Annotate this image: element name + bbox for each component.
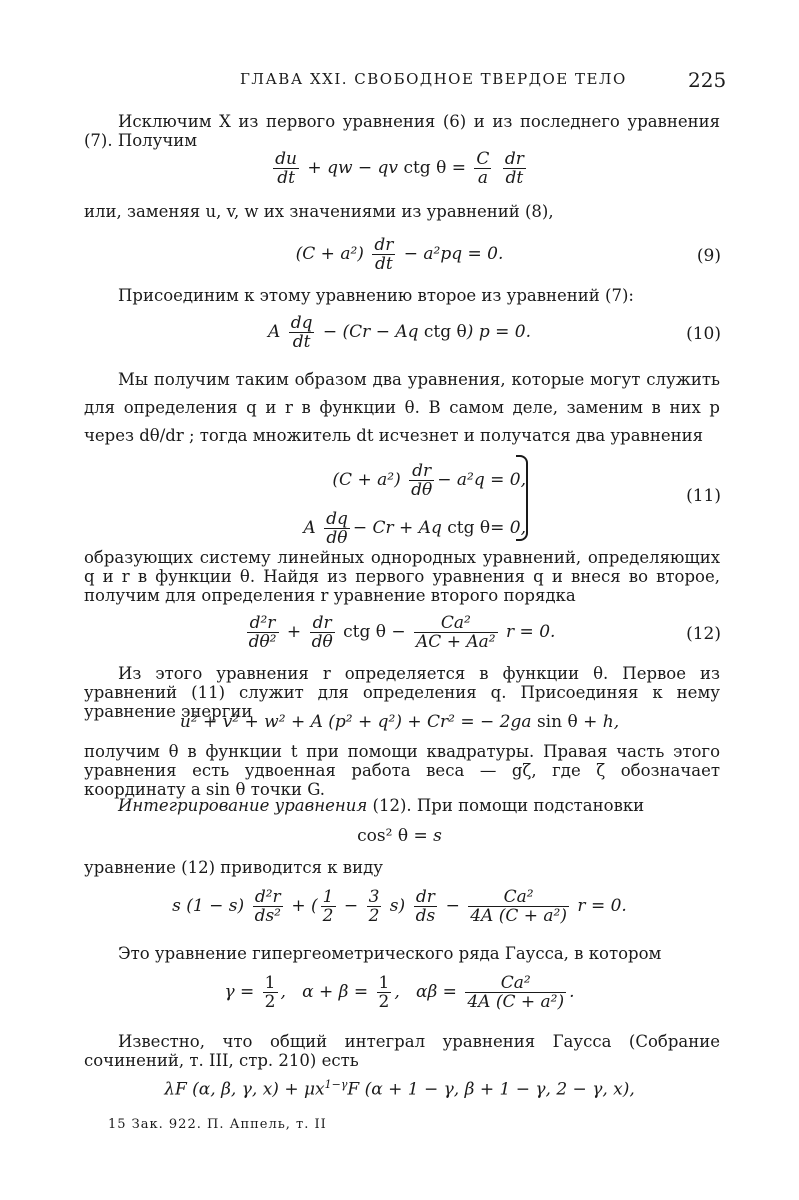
paragraph-4: Мы получим таким образом два уравнения, которые могут служить для определения q и r в функции θ. В самом деле, заменим в них p через dθ/dr ; тогда множитель dt исчезнет и получатся два уравнения bbox=[84, 370, 720, 445]
equation-9: (C + a²) $\frac{dr}{dt}$ − a²pq = 0. bbox=[295, 235, 504, 274]
page-number: 225 bbox=[688, 68, 727, 92]
paragraph-3: Присоединим к этому уравнению второе из уравнений (7): bbox=[118, 286, 634, 305]
paragraph-8-rest: (12). При помощи подстановки bbox=[372, 796, 645, 815]
paragraph-6: Из этого уравнения r определяется в функции θ. Первое из уравнений (11) служит для определения q. Присоединяя к нему уравнение энергии bbox=[84, 664, 720, 721]
equation-9-number: (9) bbox=[696, 246, 721, 266]
equation-12: $\frac{\text{d²r}}{\text{dθ²}}$ + $\frac{dr}{d\theta}$ ctg θ − $\frac{\text{Ca²}}{\text{AC + Aa²}}$ r = 0. bbox=[248, 613, 556, 652]
equation-du-dt: $\frac{du}{dt}$ + qw − qv ctg θ = $\frac{C}{a}$ $\frac{dr}{dt}$ bbox=[275, 149, 524, 188]
paragraph-11: Известно, что общий интеграл уравнения Гаусса (Собрание сочинений, т. III, стр. 210) есть bbox=[84, 1032, 720, 1070]
equation-10-number: (10) bbox=[686, 324, 721, 344]
paragraph-10: Это уравнение гипергеометрического ряда Гаусса, в котором bbox=[118, 944, 662, 963]
footer-signature: 15 Зак. 922. П. Аппель, т. II bbox=[108, 1117, 327, 1132]
equation-general-integral: λF (α, β, γ, $x) + \mu x^{1-\gamma}F$ (α + 1 − γ, β + 1 − γ, 2 − γ, x), bbox=[164, 1078, 635, 1100]
paragraph-7: получим θ в функции t при помощи квадратуры. Правая часть этого уравнения есть удвоенная работа веса — gζ, где ζ обозначает координату a sin θ точки G. bbox=[84, 742, 720, 799]
equation-parameters: γ = $\frac{1}{2}$ , α + β = $\frac{1}{2}$ , αβ = $\frac{\text{Ca²}}{\text{4A (C + a²)}}$ . bbox=[224, 973, 575, 1012]
paragraph-1: Исключим X из первого уравнения (6) и из последнего уравнения (7). Получим bbox=[84, 112, 720, 150]
equation-12-number: (12) bbox=[686, 624, 721, 644]
paragraph-8-italic: Интегрирование уравнения bbox=[118, 796, 368, 815]
system-brace bbox=[516, 455, 528, 541]
paragraph-8 bbox=[84, 796, 720, 815]
paragraph-5: образующих систему линейных однородных уравнений, определяющих q и r в функции θ. Найдя из первого уравнения q и внеся во второе, получим для определения r уравнение второго порядка bbox=[84, 548, 720, 605]
equation-substitution: cos² θ = s bbox=[357, 826, 442, 846]
paragraph-9: уравнение (12) приводится к виду bbox=[84, 858, 383, 877]
paragraph-2: или, заменяя u, v, w их значениями из уравнений (8), bbox=[84, 202, 554, 221]
equation-10: A $\frac{dq}{dt}$ − (Cr − Aq ctg θ) p = 0. bbox=[268, 313, 531, 352]
system-11-row-2: A $\frac{dq}{d\theta}$ − Cr + Aq ctg θ = 0, bbox=[303, 508, 526, 548]
equation-system-11 bbox=[286, 456, 526, 552]
equation-energy: u² + v² + w² + A (p² + q²) + Cr² = − 2ga sin θ + h, bbox=[179, 712, 620, 732]
system-11-row-1: (C + a²) $\frac{dr}{d\theta}$ − a²q = 0, bbox=[332, 460, 526, 500]
equation-hypergeometric: s (1 − s) $\frac{\text{d²r}}{\text{ds²}}$ + ( $\frac{1}{2}$ − $\frac{3}{2}$ s) $\frac{dr}{ds}$ − $\frac{\text{Ca²}}{\text{4A (C + a²)}}$ r = 0. bbox=[172, 887, 627, 926]
equation-11-number: (11) bbox=[686, 486, 721, 506]
running-title: ГЛАВА XXI. СВОБОДНОЕ ТВЕРДОЕ ТЕЛО bbox=[240, 70, 627, 88]
